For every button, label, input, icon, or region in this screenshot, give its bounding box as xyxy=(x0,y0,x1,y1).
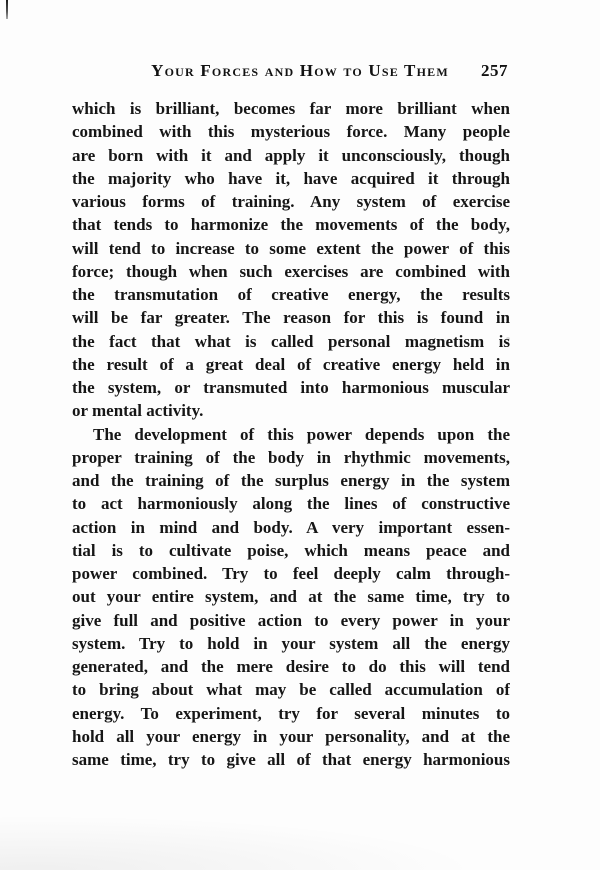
text-line: will tend to increase to some extent the power of this xyxy=(72,238,510,258)
text-line: are born with it and apply it unconsciously, though xyxy=(72,145,510,165)
text-line: to bring about what may be called accumulation of xyxy=(72,680,510,700)
text-line: system. Try to hold in your system all the energy xyxy=(72,633,510,653)
text-line: tial is to cultivate poise, which means peace and xyxy=(72,540,510,560)
text-line: the system, or transmuted into harmonious muscular xyxy=(72,378,510,397)
text-line: and the training of the surplus energy in the system xyxy=(72,471,510,490)
page-header xyxy=(0,61,600,85)
text-line: to act harmoniously along the lines of constructive xyxy=(72,494,510,514)
text-line: proper training of the body in rhythmic movements, xyxy=(72,447,510,467)
text-line: energy. To experiment, try for several minutes to xyxy=(72,703,510,723)
page-number: 257 xyxy=(481,61,508,80)
text-line: the transmutation of creative energy, the results xyxy=(72,285,510,304)
text-line: which is brilliant, becomes far more brilliant when xyxy=(72,99,510,118)
text-line: the fact that what is called personal magnetism is xyxy=(72,331,510,351)
text-line: generated, and the mere desire to do this will tend xyxy=(72,657,510,676)
scan-artifact-edge-tick xyxy=(6,0,8,19)
text-line: force; though when such exercises are combined with xyxy=(72,261,510,281)
running-title: Your Forces and How to Use Them xyxy=(151,61,449,80)
text-line: the result of a great deal of creative energy held in xyxy=(72,354,510,374)
text-line: combined with this mysterious force. Many people xyxy=(72,122,510,142)
text-line: give full and positive action to every power in your xyxy=(72,610,510,630)
text-line: out your entire system, and at the same time, try to xyxy=(72,587,510,607)
text-line: various forms of training. Any system of exercise xyxy=(72,192,510,211)
text-line: same time, try to give all of that energy harmonious xyxy=(72,750,510,769)
text-line: hold all your energy in your personality, and at the xyxy=(72,726,510,746)
text-line-paragraph-start: The development of this power depends upon the xyxy=(93,424,510,444)
text-line: power combined. Try to feel deeply calm through- xyxy=(72,564,510,583)
text-line: that tends to harmonize the movements of the body, xyxy=(72,215,510,235)
text-line: action in mind and body. A very important essen- xyxy=(72,517,510,537)
text-line: will be far greater. The reason for this is found in xyxy=(72,308,510,328)
text-line: or mental activity. xyxy=(72,401,204,421)
body-text xyxy=(72,97,510,771)
text-line: the majority who have it, have acquired it through xyxy=(72,168,510,188)
